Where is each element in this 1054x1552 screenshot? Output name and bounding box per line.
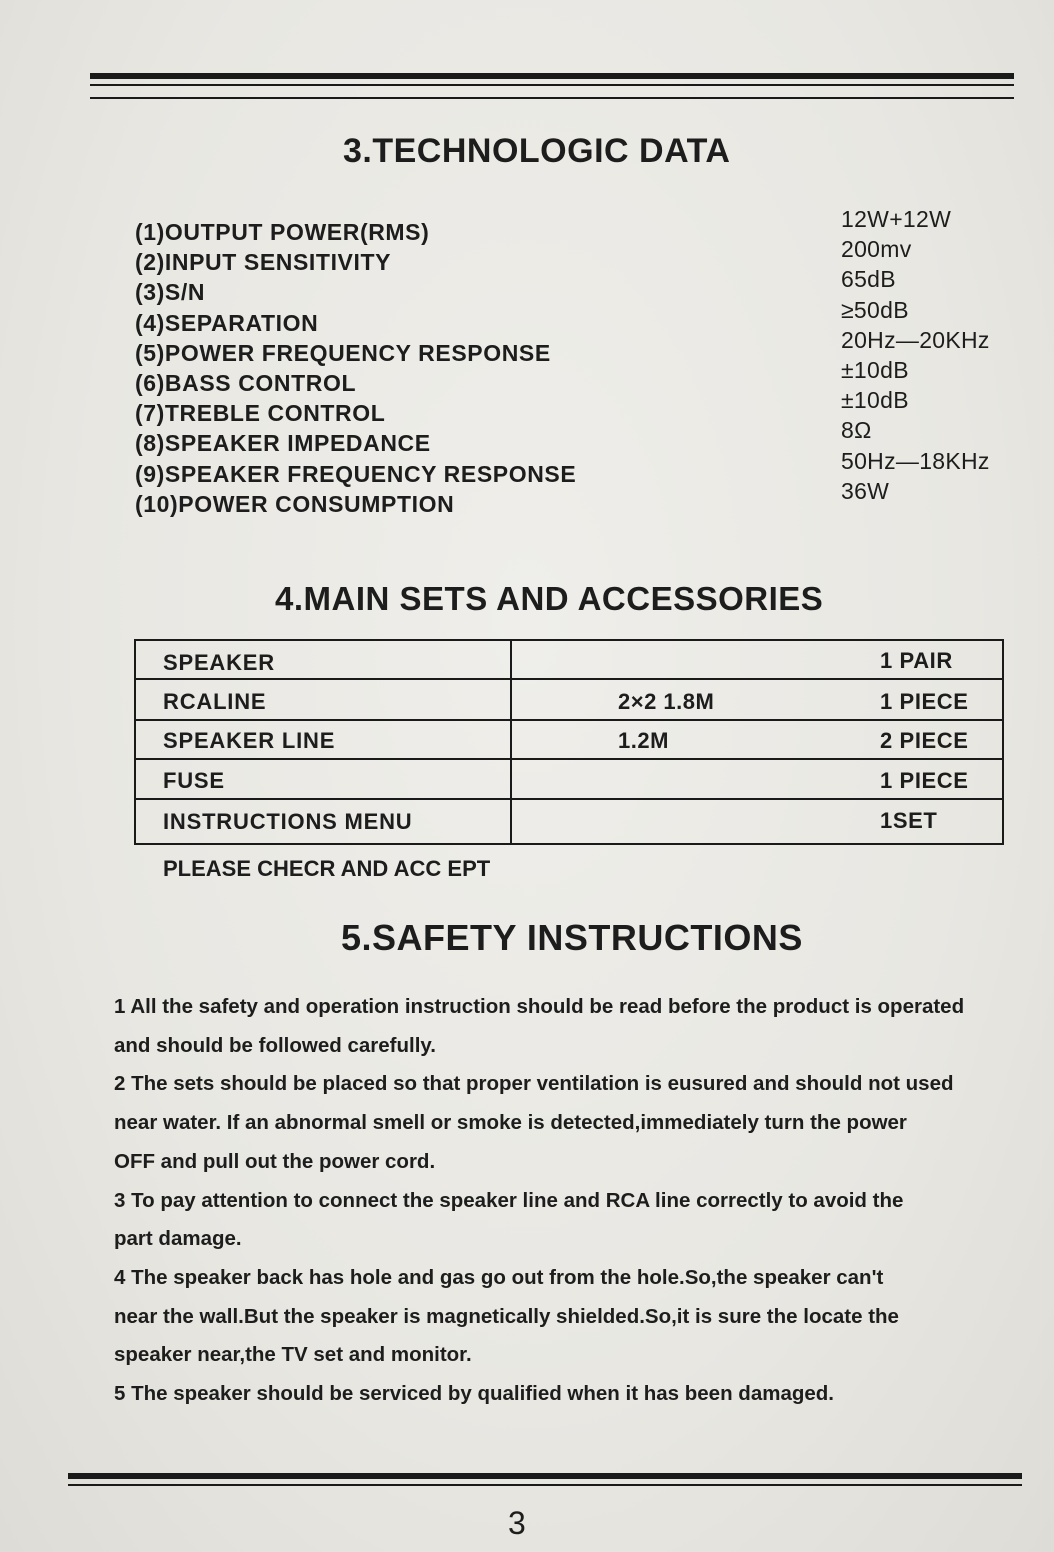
top-rule-thick [90, 73, 1014, 79]
safety-line: 5 The speaker should be serviced by qualified when it has been damaged. [114, 1382, 834, 1406]
section-title-technologic-data: 3.TECHNOLOGIC DATA [343, 132, 731, 170]
spec-value: 200mv [841, 236, 912, 263]
safety-line: near water. If an abnormal smell or smoke is detected,immediately turn the power [114, 1111, 907, 1135]
spec-label: (1)OUTPUT POWER(RMS) [135, 219, 430, 245]
table-row [136, 801, 1002, 843]
spec-label: (9)SPEAKER FREQUENCY RESPONSE [135, 460, 577, 487]
section-title-safety: 5.SAFETY INSTRUCTIONS [341, 917, 803, 958]
section-title-main-sets: 4.MAIN SETS AND ACCESSORIES [275, 580, 824, 617]
table-cell-qty: 1 PIECE [880, 768, 969, 793]
spec-value: ±10dB [841, 387, 909, 414]
table-cell-spec: 1.2M [618, 728, 669, 753]
spec-label: (4)SEPARATION [135, 309, 319, 336]
spec-label: (7)TREBLE CONTROL [135, 400, 386, 427]
safety-instructions [114, 988, 1044, 1414]
table-cell-item: RCALINE [163, 689, 267, 714]
spec-value: 20Hz—20KHz [841, 326, 990, 353]
bottom-rule-thick [68, 1473, 1022, 1479]
safety-line: 2 The sets should be placed so that proper ventilation is eusured and should not used [114, 1072, 954, 1096]
accessories-table [134, 639, 1004, 845]
spec-value: 65dB [841, 266, 896, 293]
spec-value: 12W+12W [841, 206, 952, 232]
spec-value: ≥50dB [841, 296, 909, 323]
table-row [136, 682, 1002, 721]
safety-line: and should be followed carefully. [114, 1033, 436, 1057]
table-cell-item: SPEAKER [163, 650, 275, 675]
spec-label: (8)SPEAKER IMPEDANCE [135, 430, 431, 457]
bottom-rule-thin [68, 1484, 1022, 1486]
page-number: 3 [508, 1505, 526, 1541]
table-cell-qty: 1 PAIR [880, 648, 953, 673]
top-rule-thin [90, 84, 1014, 86]
table-column-divider [510, 641, 512, 843]
spec-value: ±10dB [841, 356, 909, 383]
table-row [136, 721, 1002, 760]
table-cell-item: FUSE [163, 768, 225, 793]
table-cell-qty: 2 PIECE [880, 728, 969, 753]
table-row [136, 761, 1002, 800]
spec-row [135, 477, 1015, 521]
safety-line: near the wall.But the speaker is magnetically shielded.So,it is sure the locate the [114, 1304, 899, 1328]
spec-row [135, 387, 1015, 430]
safety-line: 3 To pay attention to connect the speaker line and RCA line correctly to avoid the [114, 1188, 904, 1212]
table-cell-item: SPEAKER LINE [163, 728, 336, 753]
spec-label: (6)BASS CONTROL [135, 369, 357, 396]
table-cell-qty: 1SET [880, 808, 938, 833]
spec-label: (5)POWER FREQUENCY RESPONSE [135, 339, 551, 366]
table-cell-item: INSTRUCTIONS MENU [163, 809, 413, 834]
safety-line: speaker near,the TV set and monitor. [114, 1343, 472, 1367]
table-cell-qty: 1 PIECE [880, 689, 969, 714]
safety-line: 4 The speaker back has hole and gas go out from the hole.So,the speaker can't [114, 1265, 884, 1289]
top-rule-thin-lower [90, 97, 1014, 99]
spec-value: 8Ω [841, 417, 872, 444]
safety-line: part damage. [114, 1227, 242, 1251]
spec-label: (10)POWER CONSUMPTION [135, 490, 455, 517]
check-accept-note: PLEASE CHECR AND ACC EPT [163, 856, 491, 881]
safety-line: 1 All the safety and operation instruction should be read before the product is operated [114, 995, 965, 1018]
spec-label: (2)INPUT SENSITIVITY [135, 249, 392, 276]
spec-list [135, 206, 1015, 521]
table-cell-spec: 2×2 1.8M [618, 689, 715, 714]
spec-value: 36W [841, 477, 890, 504]
spec-value: 50Hz—18KHz [841, 447, 990, 474]
safety-line: OFF and pull out the power cord. [114, 1149, 436, 1173]
table-row [136, 641, 1002, 680]
spec-label: (3)S/N [135, 279, 206, 306]
